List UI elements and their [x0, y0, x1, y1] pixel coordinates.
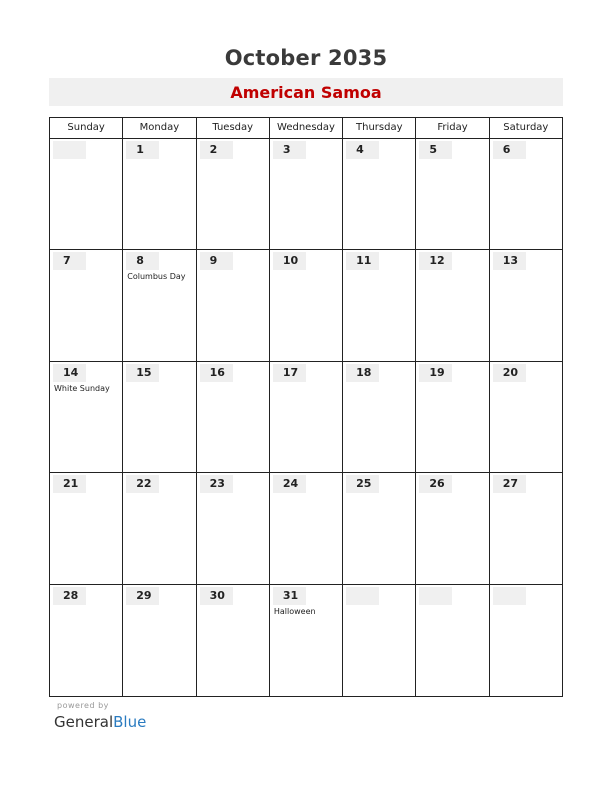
day-cell: [270, 362, 343, 472]
logo-general-text: General: [54, 713, 114, 731]
day-cell: [50, 585, 123, 696]
weekday-saturday: Saturday: [503, 122, 549, 133]
day-cell: [416, 139, 489, 249]
day-number: 28: [53, 587, 86, 605]
day-cell: [416, 362, 489, 472]
day-number: 22: [126, 475, 159, 493]
day-number: 31: [273, 587, 306, 605]
day-number: 29: [126, 587, 159, 605]
day-cell: [270, 473, 343, 583]
weekday-wednesday: Wednesday: [270, 118, 343, 138]
day-cell: [123, 585, 196, 696]
day-cell: [343, 250, 416, 360]
day-number: 9: [200, 252, 233, 270]
day-cell: [270, 585, 343, 696]
country-banner: [49, 78, 563, 106]
week-row: [50, 473, 562, 584]
day-cell: [123, 250, 196, 360]
weekday-thursday: Thursday: [343, 118, 416, 138]
day-number: 15: [126, 364, 159, 382]
day-number: 2: [200, 141, 233, 159]
day-cell: [50, 250, 123, 360]
day-number: 3: [273, 141, 306, 159]
day-number: 26: [419, 475, 452, 493]
day-number: 27: [493, 475, 526, 493]
day-number: 20: [493, 364, 526, 382]
day-cell: [416, 250, 489, 360]
day-cell: [490, 362, 562, 472]
day-number: [419, 587, 452, 605]
holiday-label: Halloween: [273, 606, 316, 616]
day-cell: [50, 473, 123, 583]
day-number: 14: [53, 364, 86, 382]
day-cell: [197, 585, 270, 696]
day-number: 21: [53, 475, 86, 493]
day-number: 18: [346, 364, 379, 382]
holiday-label: White Sunday: [54, 383, 110, 393]
day-number: 1: [126, 141, 159, 159]
day-number: 25: [346, 475, 379, 493]
day-cell: [270, 250, 343, 360]
weeks-container: [50, 139, 562, 696]
day-cell: [490, 473, 562, 583]
weekday-monday: Monday: [123, 118, 196, 138]
weekday-header-row: [50, 118, 562, 139]
day-cell: [123, 362, 196, 472]
day-cell: [50, 362, 123, 472]
weekday-friday: Friday: [416, 118, 489, 138]
powered-by-label: powered by: [57, 701, 109, 710]
week-row: [50, 362, 562, 473]
day-cell: [197, 473, 270, 583]
week-row: [50, 250, 562, 361]
day-number: [346, 587, 379, 605]
calendar-title: October 2035: [224, 46, 388, 70]
day-cell: [197, 362, 270, 472]
day-cell: [343, 473, 416, 583]
logo-blue-text: Blue: [113, 713, 147, 731]
day-cell: [416, 473, 489, 583]
day-cell: [123, 473, 196, 583]
day-number: 11: [346, 252, 379, 270]
calendar-grid: [49, 117, 563, 697]
day-number: 24: [273, 475, 306, 493]
day-number: 5: [419, 141, 452, 159]
day-number: 13: [493, 252, 526, 270]
day-number: 10: [273, 252, 306, 270]
day-number: 19: [419, 364, 452, 382]
day-cell: [490, 585, 562, 696]
day-number: 8: [126, 252, 159, 270]
day-cell: [197, 139, 270, 249]
day-cell: [343, 139, 416, 249]
country-name: American Samoa: [230, 83, 382, 102]
day-number: 30: [200, 587, 233, 605]
day-number: 6: [493, 141, 526, 159]
day-cell: [343, 585, 416, 696]
day-number: 17: [273, 364, 306, 382]
day-cell: [490, 250, 562, 360]
day-number: [493, 587, 526, 605]
day-number: 12: [419, 252, 452, 270]
day-number: 4: [346, 141, 379, 159]
holiday-label: Columbus Day: [127, 272, 186, 282]
week-row: [50, 585, 562, 696]
day-cell: [270, 139, 343, 249]
weekday-sunday: Sunday: [50, 118, 123, 138]
day-cell: [416, 585, 489, 696]
day-cell: [123, 139, 196, 249]
day-number: 7: [53, 252, 86, 270]
day-cell: [490, 139, 562, 249]
day-cell: [343, 362, 416, 472]
week-row: [50, 139, 562, 250]
day-number: 16: [200, 364, 233, 382]
day-number: 23: [200, 475, 233, 493]
day-cell: [50, 139, 123, 249]
weekday-tuesday: Tuesday: [197, 118, 270, 138]
day-number: [53, 141, 86, 159]
generalblue-logo[interactable]: [54, 713, 146, 731]
day-cell: [197, 250, 270, 360]
